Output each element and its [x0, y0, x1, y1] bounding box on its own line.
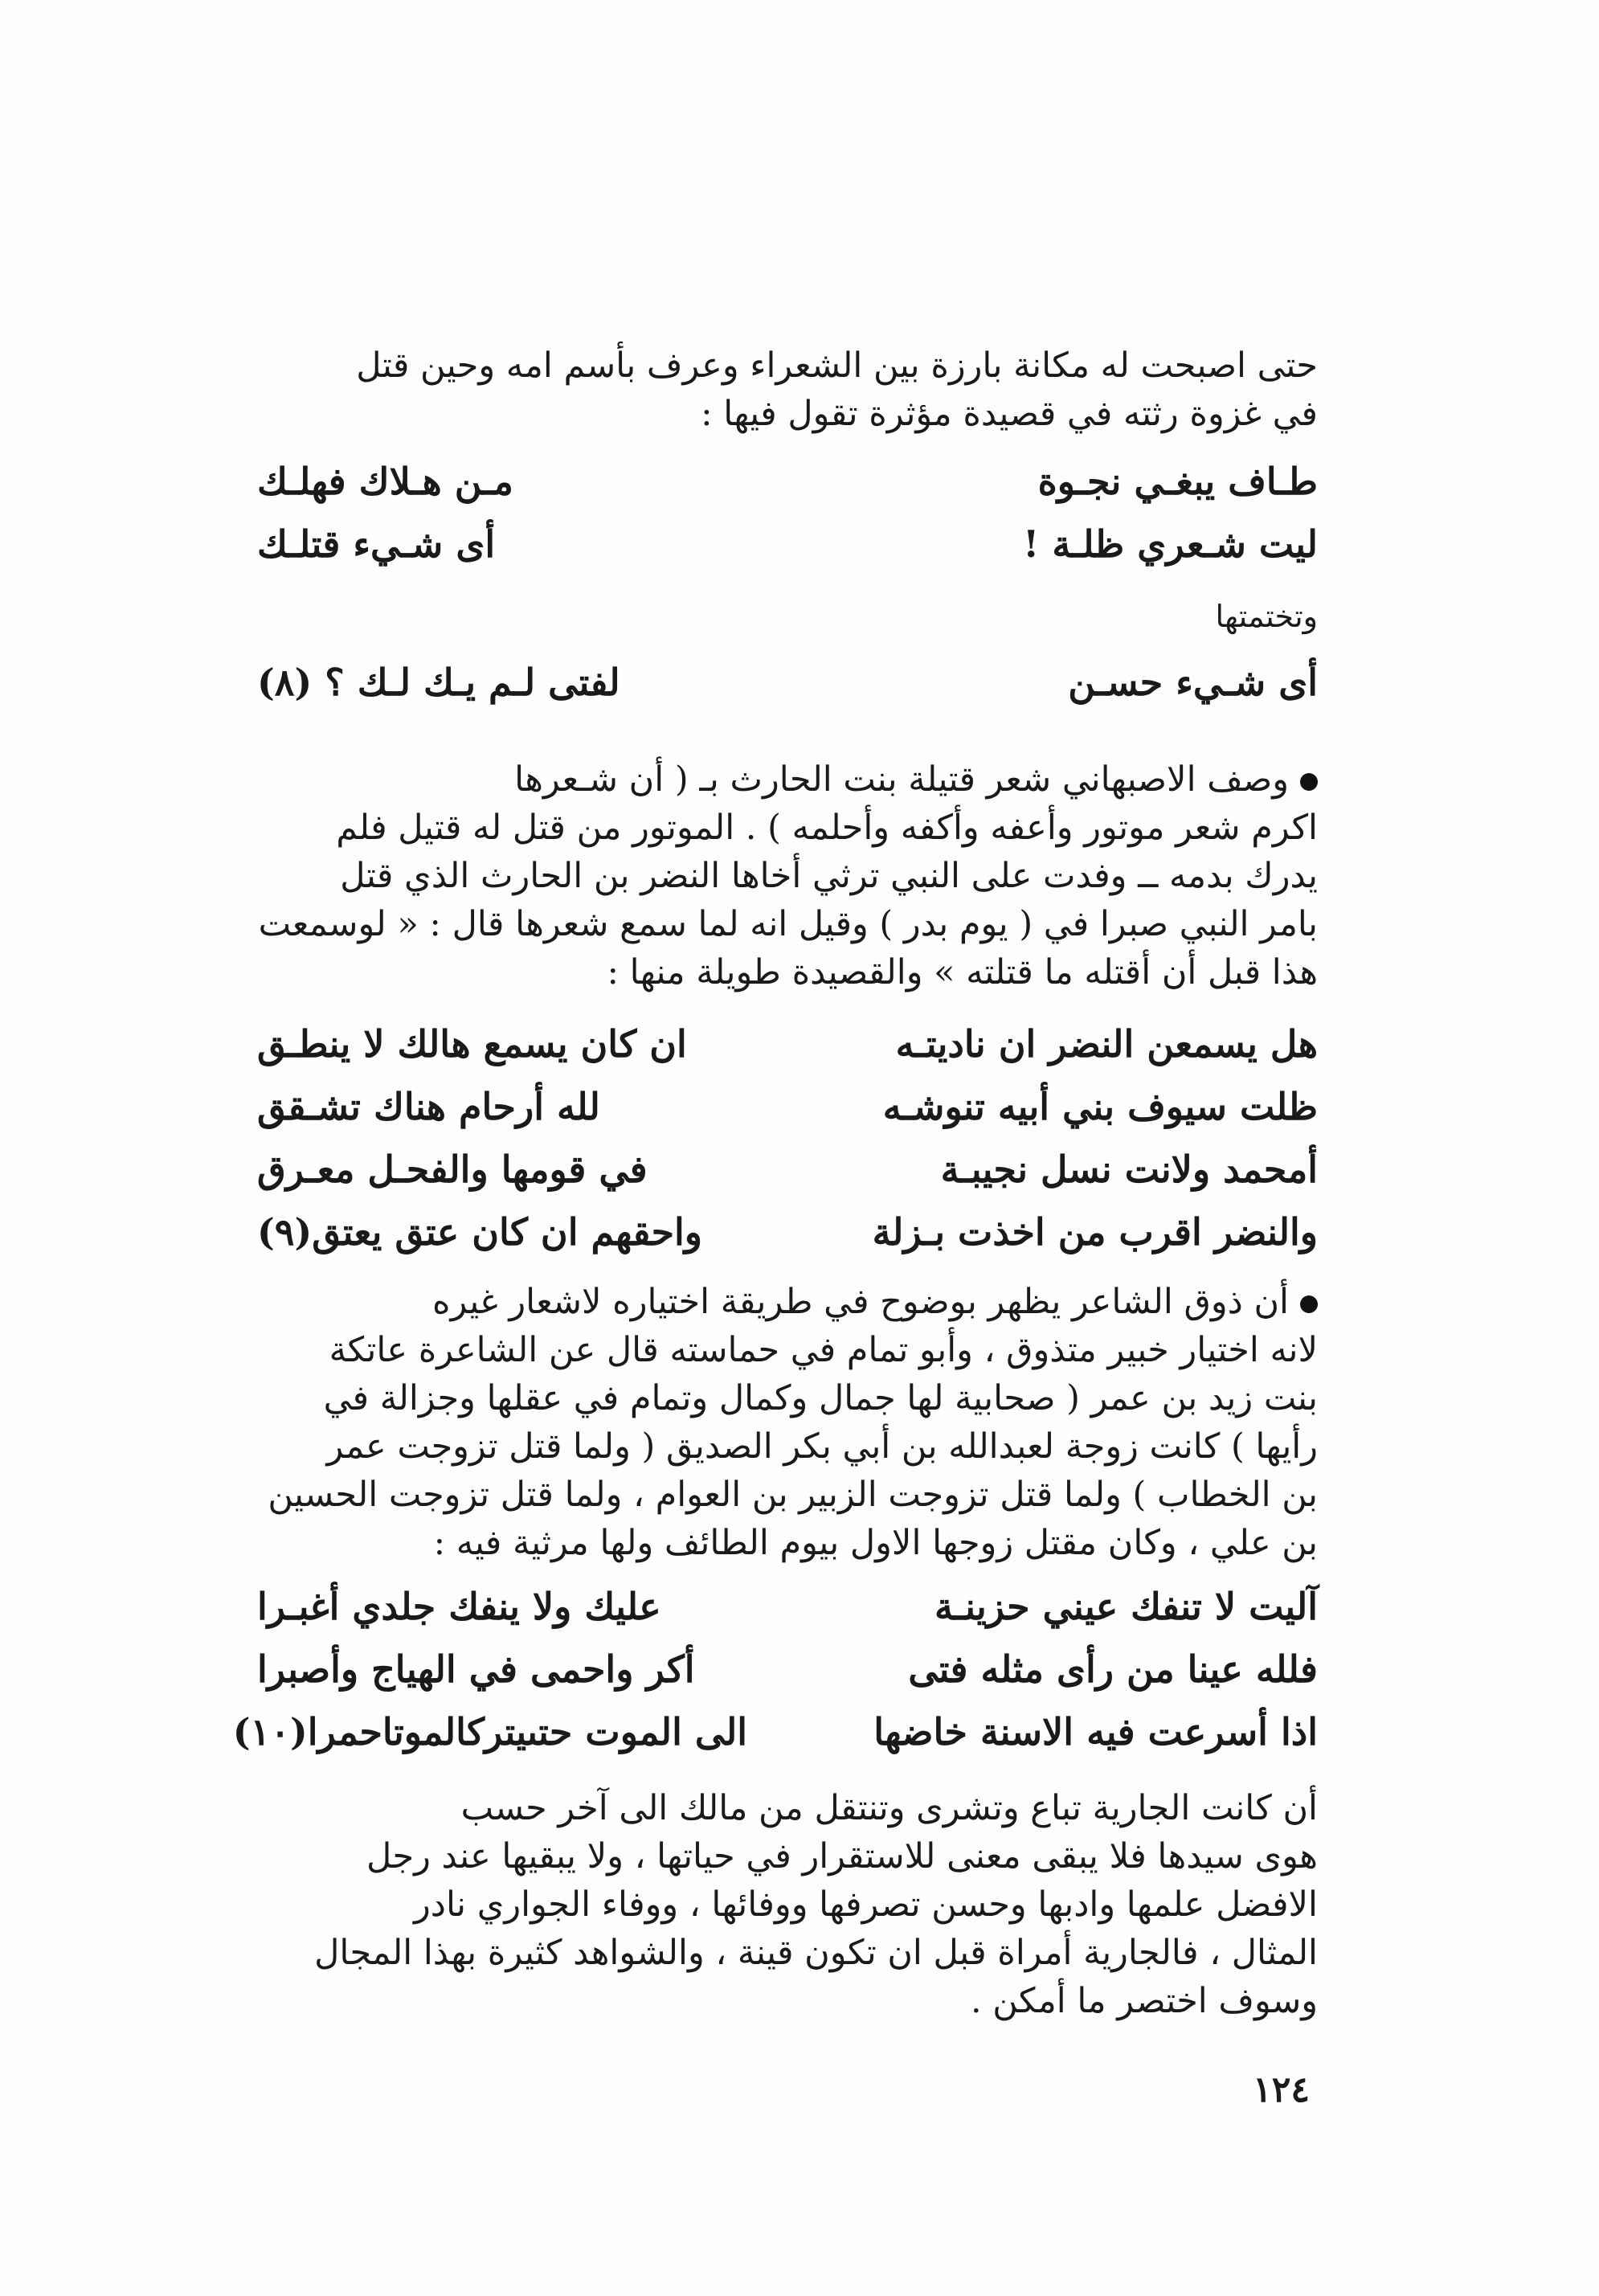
verse-second-half: أى شـيء قتلـك — [257, 522, 496, 566]
intro-paragraph — [257, 342, 1318, 438]
text-line-content: أن ذوق الشاعر يظهر بوضوح في طريقة اختياره لاشعار غيره — [431, 1282, 1289, 1322]
text-line: لانه اختيار خبير متذوق ، وأبو تمام في حماسته قال عن الشاعرة عاتكة — [329, 1330, 1318, 1370]
verse-first-half: ظلت سيوف بني أبيه تنوشـه — [882, 1085, 1318, 1128]
text-line: في غزوة رثته في قصيدة مؤثرة تقول فيها : — [701, 394, 1318, 434]
poem-1 — [257, 450, 1318, 575]
verse-first-half: آليت لا تنفك عيني حزينـة — [934, 1585, 1318, 1628]
text-line: المثال ، فالجارية أمراة قبل ان تكون قينة ، والشواهد كثيرة بهذا المجال — [314, 1933, 1318, 1973]
poem-2 — [257, 1013, 1318, 1263]
verse-line — [257, 1075, 1318, 1138]
verse-second-half: ان كان يسمع هالك لا ينطـق — [257, 1022, 687, 1066]
verse-line — [257, 1638, 1318, 1701]
verse-second-half: لله أرحام هناك تشـقق — [257, 1085, 600, 1128]
paragraph-2 — [257, 755, 1318, 997]
poem-1-ending — [257, 651, 1318, 714]
paragraph-4 — [257, 1784, 1318, 2025]
bullet-icon — [1300, 773, 1318, 791]
text-line: يدرك بدمه ــ وفدت على النبي ترثي أخاها النضر بن الحارث الذي قتل — [340, 856, 1318, 896]
verse-second-half: الى الموت حتىيتركالموتاحمرا(١٠) — [232, 1710, 747, 1754]
text-line: رأيها ) كانت زوجة لعبدالله بن أبي بكر الصديق ( ولما قتل تزوجت عمر — [326, 1426, 1318, 1467]
poem-3 — [232, 1575, 1318, 1763]
text-line: أن كانت الجارية تباع وتشرى وتنتقل من مالك الى آخر حسب — [460, 1788, 1318, 1828]
text-line — [257, 755, 1318, 804]
paragraph-3 — [257, 1278, 1318, 1567]
verse-second-half: واحقهم ان كان عتق يعتق(٩) — [257, 1210, 703, 1254]
text-line: حتى اصبحت له مكانة بارزة بين الشعراء وعرف بأسم امه وحين قتل — [356, 346, 1318, 386]
verse-line — [257, 1138, 1318, 1201]
verse-line — [232, 1701, 1318, 1763]
text-line: بامر النبي صبرا في ( يوم بدر ) وقيل انه لما سمع شعرها قال : « لوسمعت — [258, 904, 1318, 944]
verse-second-half: في قومها والفحـل معـرق — [257, 1148, 648, 1191]
text-line: اكرم شعر موتور وأعفه وأكفه وأحلمه ) . الموتور من قتل له قتيل فلم — [336, 808, 1318, 848]
verse-second-half: أكر واحمى في الهياج وأصبرا — [257, 1647, 695, 1691]
verse-first-half: والنضر اقرب من اخذت بـزلة — [872, 1210, 1318, 1254]
verse-line — [257, 1013, 1318, 1075]
text-line: هذا قبل أن أقتله ما قتلته » والقصيدة طويلة منها : — [607, 952, 1318, 992]
bullet-icon — [1300, 1295, 1318, 1313]
verse-first-half: هل يسمعن النضر ان ناديتـه — [895, 1022, 1318, 1066]
text-line: وسوف اختصر ما أمكن . — [970, 1981, 1318, 2021]
text-line: بنت زيد بن عمر ( صحابية لها جمال وكمال وتمام في عقلها وجزالة في — [323, 1378, 1318, 1418]
verse-line — [257, 1575, 1318, 1638]
verse-second-half: لفتى لـم يـك لـك ؟ (٨) — [257, 661, 620, 704]
verse-first-half: طـاف يبغـي نجـوة — [1037, 460, 1318, 503]
text-line-content: وصف الاصبهاني شعر قتيلة بنت الحارث بـ ( أن شـعرها — [514, 759, 1289, 800]
verse-line — [257, 1201, 1318, 1263]
verse-line — [257, 513, 1318, 575]
verse-first-half: فلله عينا من رأى مثله فتى — [908, 1647, 1318, 1691]
page-number: ١٢٤ — [1253, 2069, 1310, 2110]
text-line: هوى سيدها فلا يبقى معنى للاستقرار في حياتها ، ولا يبقيها عند رجل — [366, 1836, 1318, 1876]
text-line — [257, 1278, 1318, 1326]
verse-second-half: عليك ولا ينفك جلدي أغبـرا — [257, 1585, 661, 1628]
verse-line — [257, 450, 1318, 513]
verse-first-half: أمحمد ولانت نسل نجيبـة — [940, 1148, 1318, 1191]
verse-first-half: أى شـيء حسـن — [1068, 661, 1318, 704]
verse-line — [257, 651, 1318, 714]
verse-first-half: اذا أسرعت فيه الاسنة خاضها — [873, 1710, 1318, 1754]
verse-first-half: ليت شـعري ظلـة ! — [1023, 522, 1318, 566]
verse-second-half: مـن هـلاك فهلـك — [257, 460, 513, 503]
text-line: بن علي ، وكان مقتل زوجها الاول بيوم الطائف ولها مرثية فيه : — [433, 1523, 1318, 1563]
poem-conclusion-label: وتختمتها — [1215, 599, 1318, 634]
text-line: الافضل علمها وادبها وحسن تصرفها ووفائها ، ووفاء الجواري نادر — [414, 1885, 1318, 1925]
text-line: بن الخطاب ) ولما قتل تزوجت الزبير بن العوام ، ولما قتل تزوجت الحسين — [268, 1475, 1318, 1515]
